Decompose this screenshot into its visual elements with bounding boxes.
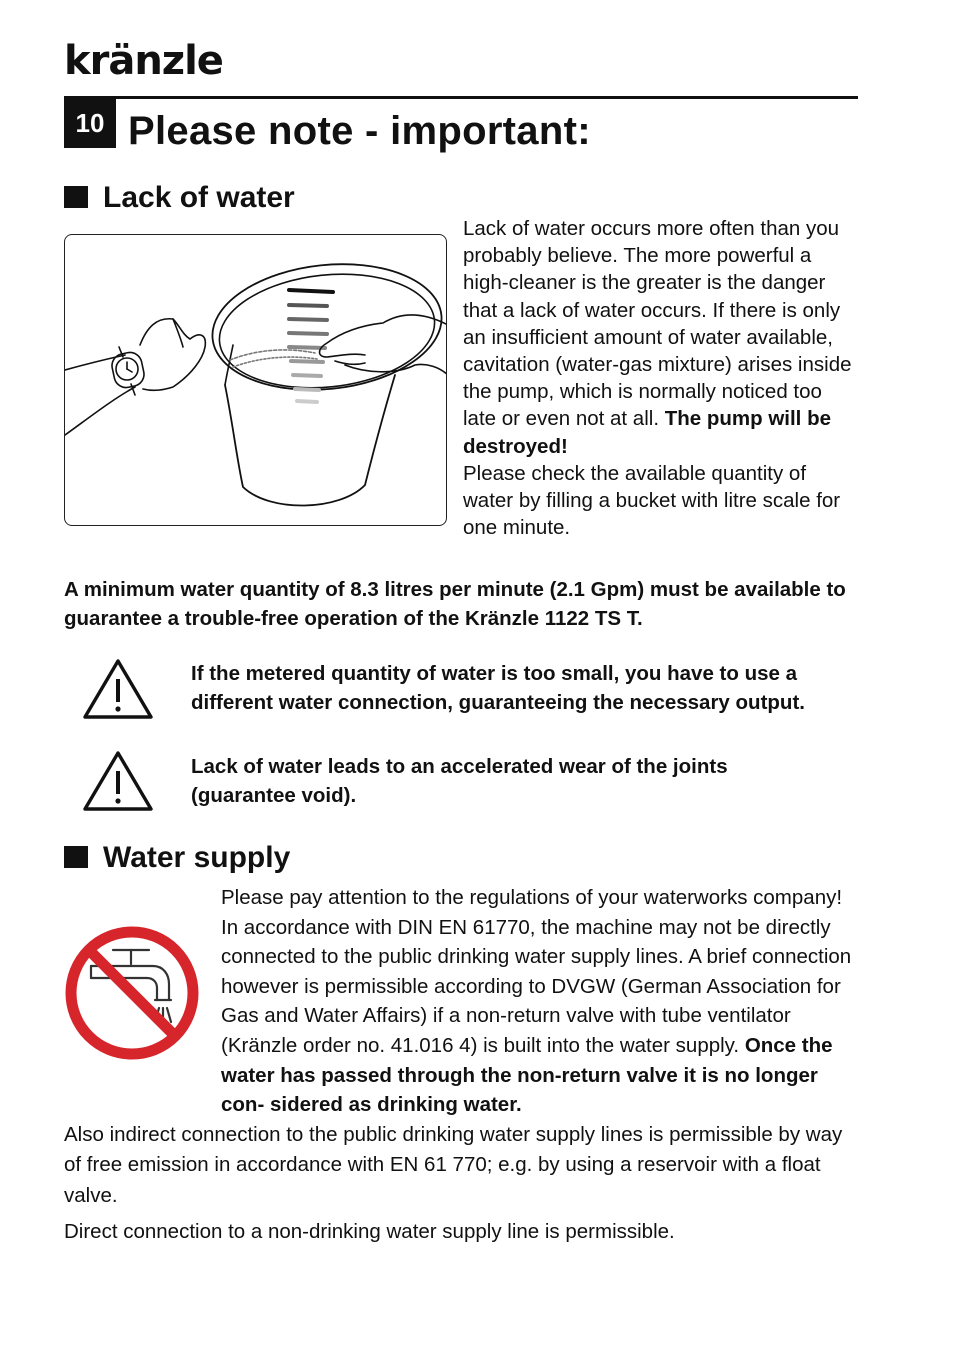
logo-text: kränzle [64,38,223,84]
section-heading-lack-of-water: Lack of water [103,181,295,214]
bucket-test-illustration [64,234,447,526]
warning-triangle-icon [82,658,154,720]
section-heading-water-supply: Water supply [103,841,291,874]
warning-text-2: Lack of water leads to an accelerated wear of the joints (guarantee void). [191,755,728,807]
page-title: Please note - important: [128,109,591,153]
section-marker [64,846,88,868]
warning-text-1: If the metered quantity of water is too small, you have to use a different water connection, guaranteeing the necessary output. [191,662,805,714]
indirect-connection-text: Also indirect connection to the public drinking water supply lines is permissible by way of free emission in accordance with EN 61 770; e.g. by using a reservoir with a float valve. [64,1123,843,1207]
section-marker [64,186,88,208]
water-supply-plain: Please pay attention to the regulations of your waterworks company! In accordance with DIN EN 61770, the machine may not be directly connected to the public drinking water supply lines. A brief connection however is permissible according to DVGW (German Association for Gas and Water Affairs) if a non-return valve with tube ventilator (Kränzle order no. 41.016 4) is built into the water supply. [221,886,852,1057]
minimum-water-note: A minimum water quantity of 8.3 litres per minute (2.1 Gpm) must be available to guarantee a trouble-free operation of the Kränzle 1122 TS T. [64,578,846,630]
lack-of-water-text [463,215,858,460]
warning-triangle-icon [82,750,154,812]
chapter-number-badge: 10 [64,98,116,148]
check-quantity-text: Please check the available quantity of water by filling a bucket with litre scale for one minute. [463,462,841,540]
direct-connection-text: Direct connection to a non-drinking water supply line is permissible. [64,1220,675,1243]
header-rule [64,96,858,99]
no-drinking-water-tap-icon [63,924,203,1062]
pump-destroyed-warning: The pump will be destroyed! [463,407,832,458]
lack-of-water-plain: Lack of water occurs more often than you probably believe. The more powerful a high-cleaner is the greater is the danger that a lack of water occurs. If there is only an insufficient amount of water available, cavitation (water-gas mixture) arises inside the pump, which is normally noticed too late or even not at all. [463,217,852,431]
kranzle-logo [64,38,254,84]
bucket-watch-drawing [65,235,447,526]
not-drinking-water-warning: Once the water has passed through the non-return valve it is no longer con- sidered as drinking water. [221,1033,833,1117]
water-supply-text [221,883,858,1120]
